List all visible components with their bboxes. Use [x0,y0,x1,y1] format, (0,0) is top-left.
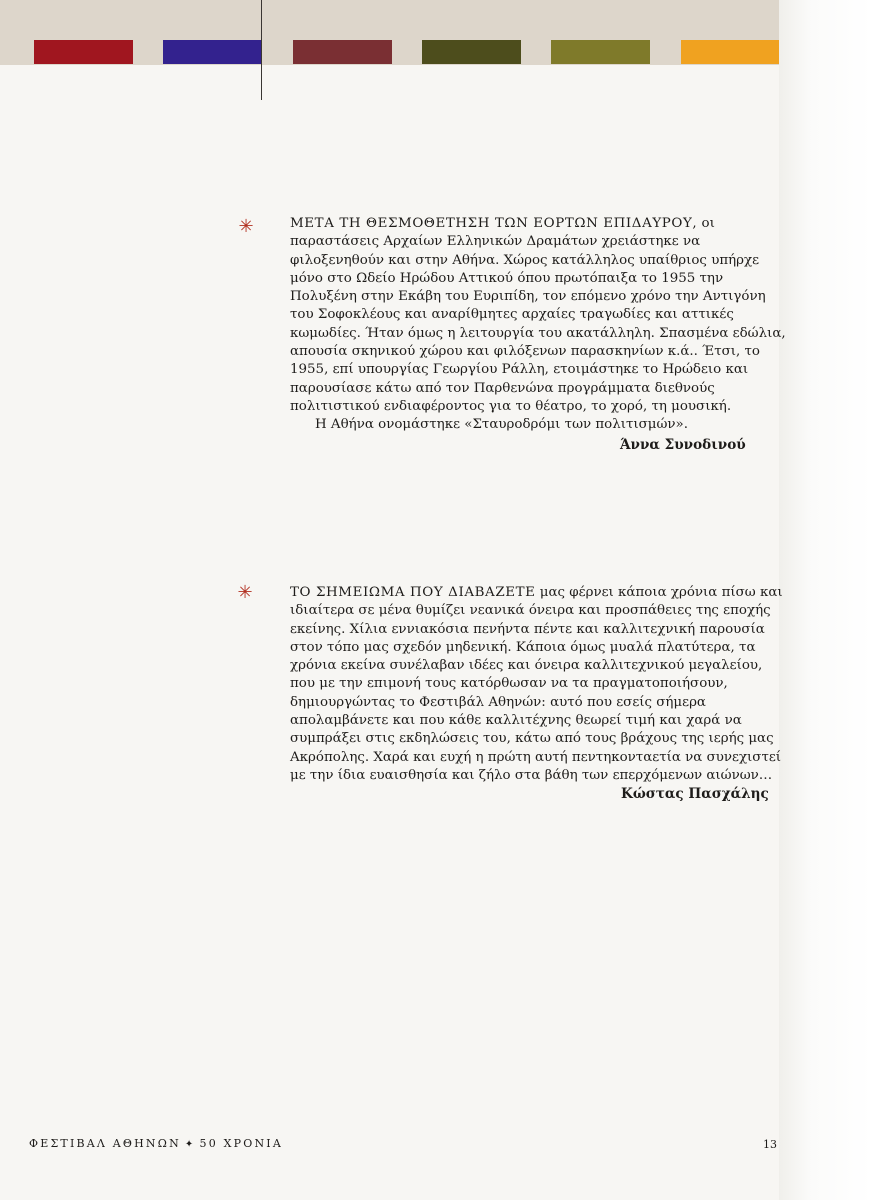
essay-paschalis [290,584,790,785]
essay-lead: ΜΕΤΑ ΤΗ ΘΕΣΜΟΘΕΤΗΣΗ ΤΩΝ ΕΟΡΤΩΝ ΕΠΙΔΑΥΡΟΥ, [290,216,698,231]
page-edge [779,0,872,1200]
color-swatch-6 [681,40,779,64]
essay-synodinou [290,215,790,435]
star-ornament-icon: ✳ [238,216,254,237]
essay-body: μας φέρνει κάποια χρόνια πίσω και ιδιαίτερα σε μένα θυμίζει νεανικά όνειρα και προσπάθειες της εποχής εκείνης. Χίλια εννιακόσια πενήντα πέντε και καλλιτεχνική παρουσία στον τόπο μας σχεδόν μηδενική. Κάποια όμως μυαλά πλατύτερα, τα χρόνια εκείνα συνέλαβαν ιδέες και όνειρα καλλιτεχνικού μεγαλείου, που με την επιμονή τους κατόρθωσαν να τα πραγματοποιήσουν, δημιουργώντας το Φεστιβάλ Αθηνών: αυτό που εσείς σήμερα απολαμβάνετε και που κάθε καλλιτέχνης θεωρεί τιμή και χαρά να συμπράξει στις εκδηλώσεις του, κάτω από τους βράχους της ιερής μας Ακρόπολης. Χαρά και ευχή η πρώτη αυτή πεντηκονταετία να συνεχιστεί με την ίδια ευαισθησία και ζήλο στα βάθη των επερχόμενων αιώνων… [290,585,783,783]
color-swatch-5 [551,40,650,64]
footer-running-title [29,1137,283,1150]
essay-paragraph [290,584,790,785]
footer-title-part1: ΦΕΣΤΙΒΑΛ ΑΘΗΝΩΝ [29,1137,181,1150]
page-number: 13 [763,1138,777,1151]
star-ornament-icon: ✳ [237,582,253,603]
essay-closing-text: Η Αθήνα ονομάστηκε «Σταυροδρόμι των πολιτισμών». [315,417,688,433]
essay-paragraph [290,215,790,416]
signature-synodinou: Άννα Συνοδινού [620,437,746,453]
diamond-separator-icon: ✦ [184,1139,196,1150]
footer-title-part2: 50 ΧΡΟΝΙΑ [199,1137,283,1150]
color-swatch-1 [34,40,133,64]
color-swatch-4 [422,40,521,64]
color-swatch-3 [293,40,392,64]
essay-lead: ΤΟ ΣΗΜΕΙΩΜΑ ΠΟΥ ΔΙΑΒΑΖΕΤΕ [290,585,536,600]
color-band-header [0,0,779,65]
color-swatch-2 [163,40,262,64]
signature-paschalis: Κώστας Πασχάλης [621,786,769,802]
vertical-rule [261,0,262,100]
essay-body: οι παραστάσεις Αρχαίων Ελληνικών Δραμάτων χρειάστηκε να φιλοξενηθούν και στην Αθήνα. Χώρος κατάλληλος υπαίθριος υπήρχε μόνο στο Ωδείο Ηρώδου Αττικού όπου πρωτόπαιξα το 1955 την Πολυξένη στην Εκάβη του Ευριπίδη, τον επόμενο χρόνο την Αντιγόνη του Σοφοκλέους και αναρίθμητες αρχαίες τραγωδίες και αττικές κωμωδίες. Ήταν όμως η λειτουργία του ακατάλληλη. Σπασμένα εδώλια, απουσία σκηνικού χώρου και φιλόξενων παρασκηνίων κ.ά.. Έτσι, το 1955, επί υπουργίας Γεωργίου Ράλλη, ετοιμάστηκε το Ηρώδειο και παρουσίασε κάτω από τον Παρθενώνα προγράμματα διεθνούς πολιτιστικού ενδιαφέροντος για το θέατρο, το χορό, τη μουσική. [290,216,786,414]
essay-closing [290,416,790,434]
